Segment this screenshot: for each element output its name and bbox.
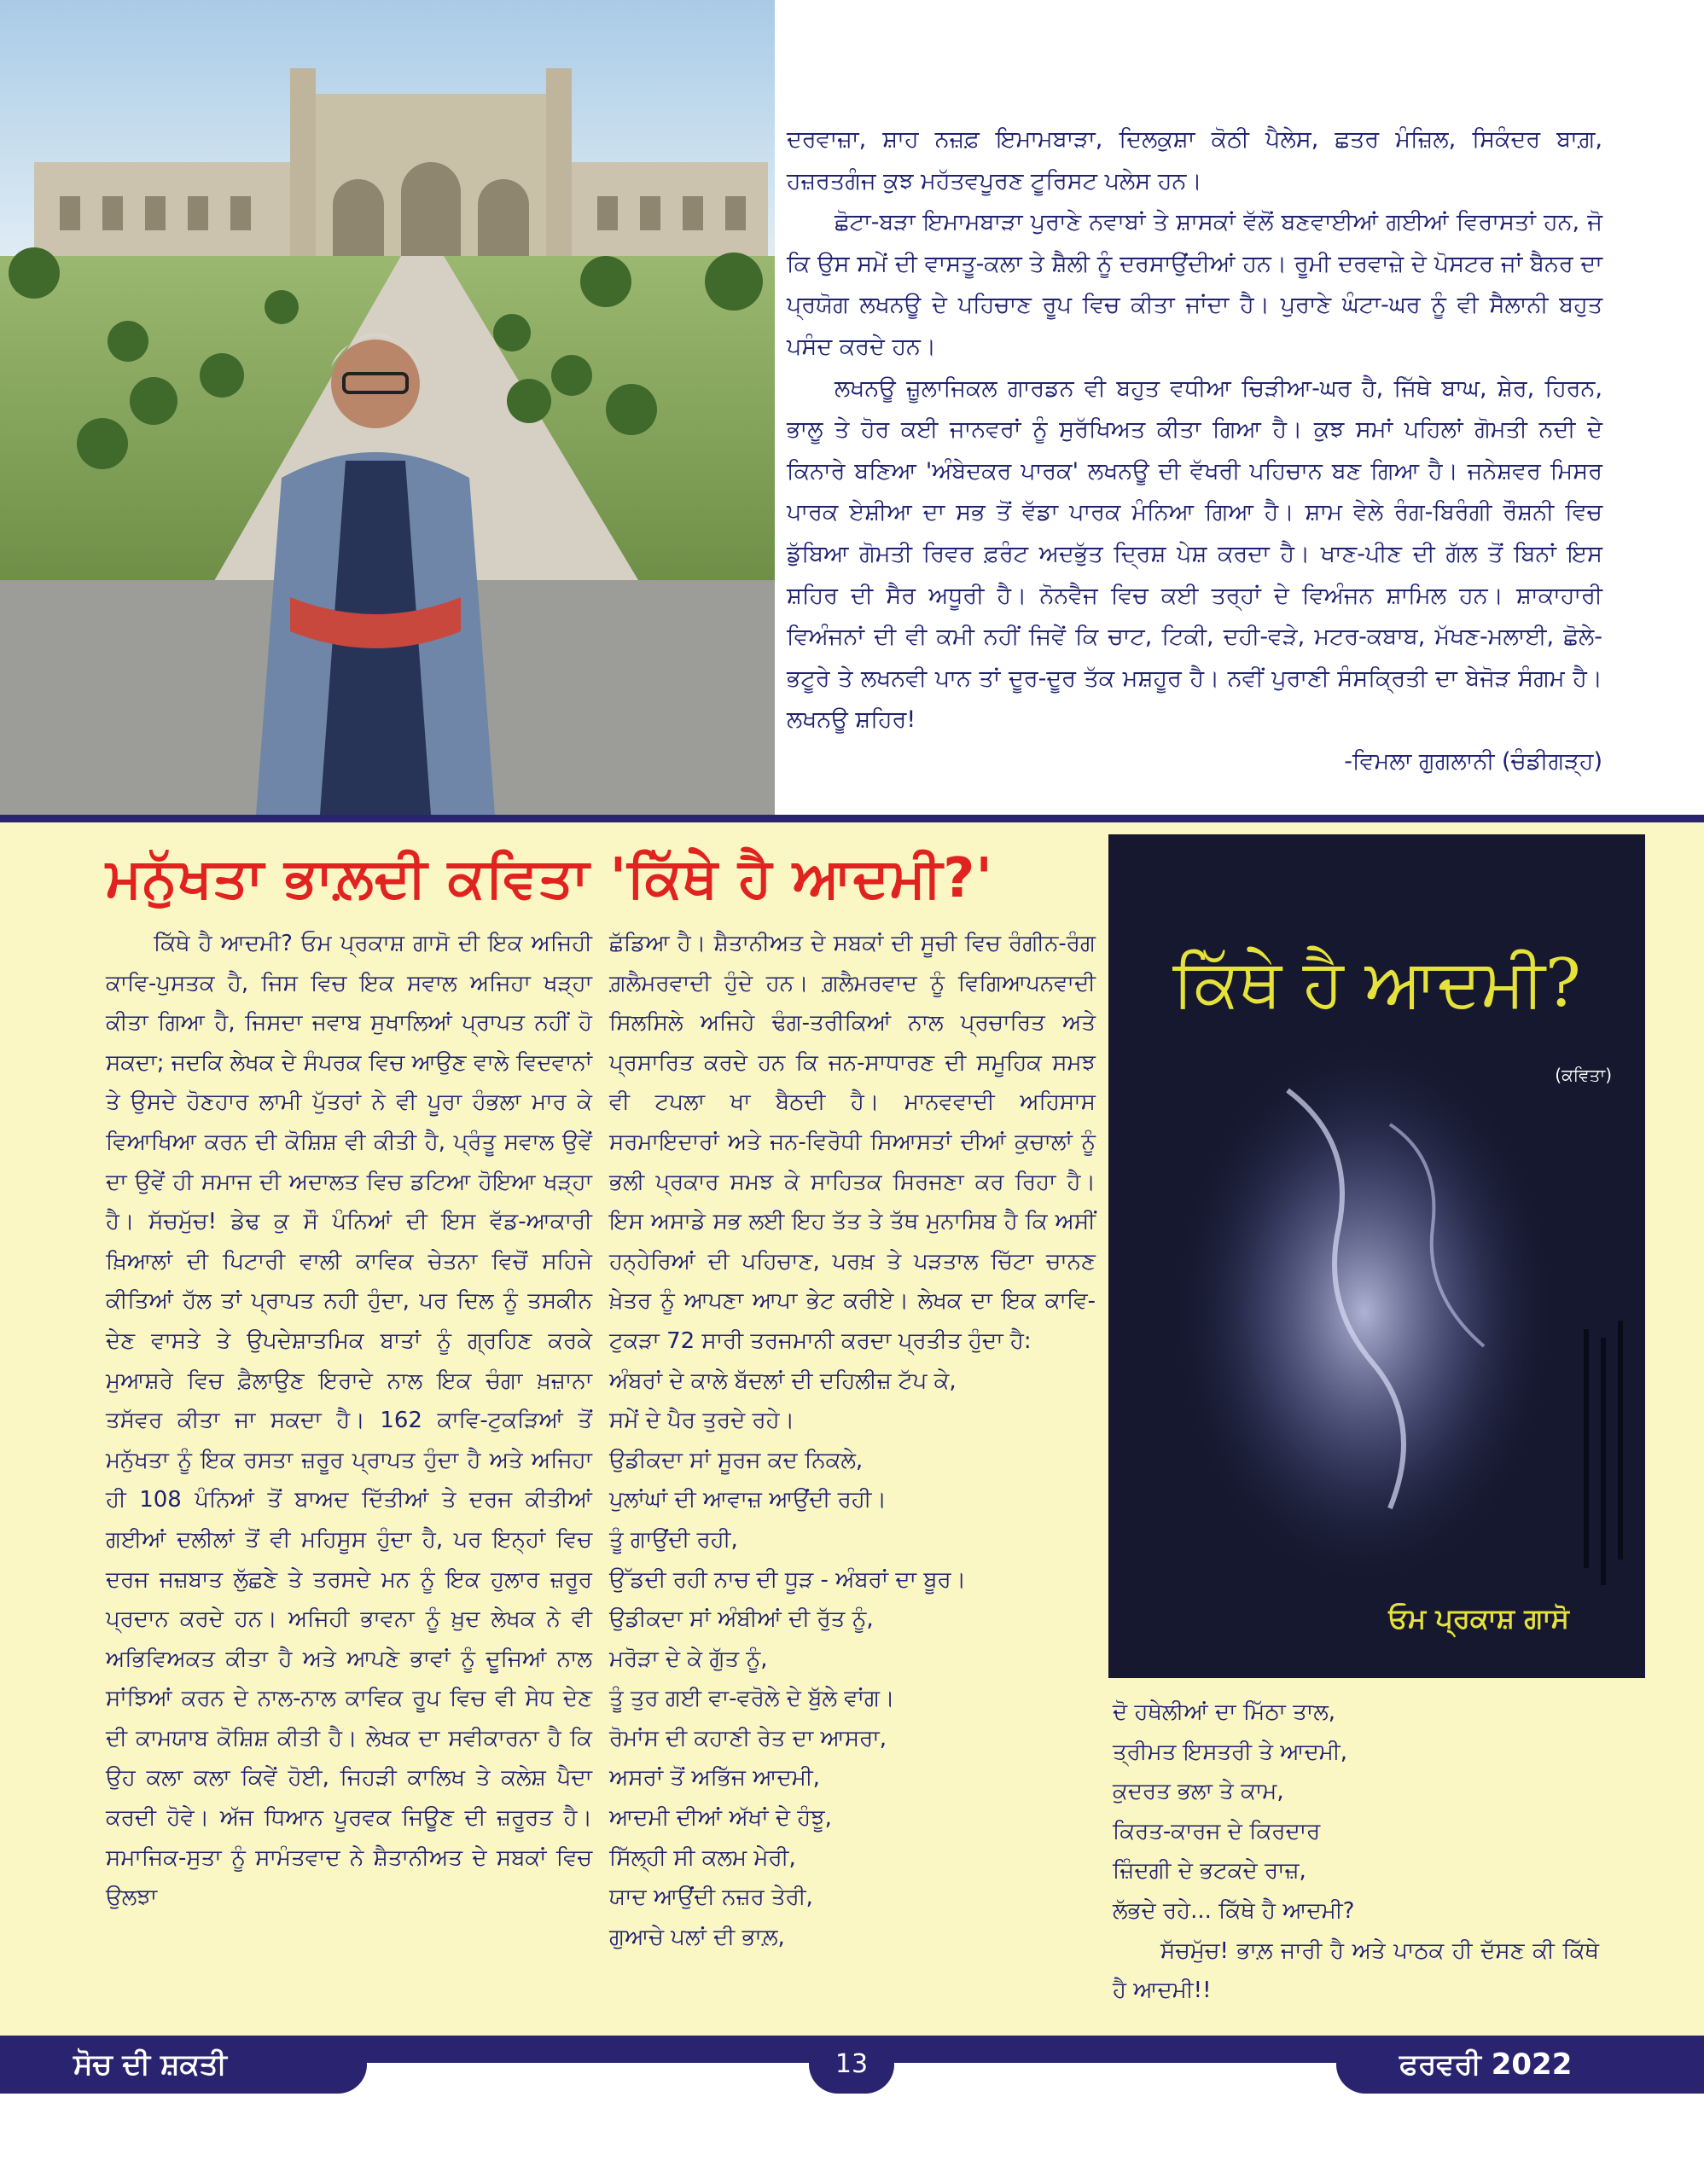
poem-line: ਤੂੰ ਗਾਉਂਦੀ ਰਹੀ, bbox=[609, 1526, 738, 1553]
article-headline: ਮਨੁੱਖਤਾ ਭਾਲ਼ਦੀ ਕਵਿਤਾ 'ਕਿੱਥੇ ਹੈ ਆਦਮੀ?' bbox=[106, 847, 993, 910]
poem-line: ਦੋ ਹਥੇਲੀਆਂ ਦਾ ਮਿੱਠਾ ਤਾਲ, bbox=[1113, 1699, 1336, 1725]
poem-line: ਰੋਮਾਂਸ ਦੀ ਕਹਾਣੀ ਰੇਤ ਦਾ ਆਸਰਾ, bbox=[609, 1725, 887, 1751]
footer-magazine-name: ਸੋਚ ਦੀ ਸ਼ਕਤੀ bbox=[0, 2036, 367, 2094]
poem-line: ਸਮੇਂ ਦੇ ਪੈਰ ਤੁਰਦੇ ਰਹੇ। bbox=[609, 1408, 795, 1434]
poem-line: ਉਡੀਕਦਾ ਸਾਂ ਅੰਬੀਆਂ ਦੀ ਰੁੱਤ ਨੂੰ, bbox=[609, 1606, 874, 1633]
article-column-3 bbox=[1113, 1693, 1599, 2011]
cover-title: ਕਿੱਥੇ ਹੈ ਆਦਮੀ? bbox=[1172, 945, 1581, 1022]
poem-line: ਤੂੰ ਤੁਰ ਗਈ ਵਾ-ਵਰੋਲੇ ਦੇ ਬੁੱਲੇ ਵਾਂਗ। bbox=[609, 1686, 895, 1712]
footer-issue-date: ਫਰਵਰੀ 2022 bbox=[1336, 2036, 1704, 2094]
poem-line: ਜ਼ਿੰਦਗੀ ਦੇ ਭਟਕਦੇ ਰਾਜ਼, bbox=[1113, 1858, 1306, 1885]
section-divider bbox=[0, 815, 1704, 822]
poem-line: ਅੰਬਰਾਂ ਦੇ ਕਾਲੇ ਬੱਦਲਾਂ ਦੀ ਦਹਿਲੀਜ਼ ਟੱਪ ਕੇ, bbox=[609, 1368, 957, 1394]
poem-line: ਲੱਭਦੇ ਰਹੇ... ਕਿੱਥੇ ਹੈ ਆਦਮੀ? bbox=[1113, 1897, 1355, 1924]
poem-line: ਮਰੋੜਾ ਦੇ ਕੇ ਗੁੱਤ ਨੂੰ, bbox=[609, 1646, 768, 1672]
poem-line: ਉਡੀਕਦਾ ਸਾਂ ਸੂਰਜ ਕਦ ਨਿਕਲੇ, bbox=[609, 1447, 864, 1473]
poem-line: ਗੁਆਚੇ ਪਲਾਂ ਦੀ ਭਾਲ਼, bbox=[609, 1924, 785, 1950]
poem-line: ਕੁਦਰਤ ਭਲਾ ਤੇ ਕਾਮ, bbox=[1113, 1779, 1284, 1805]
poem-line: ਯਾਦ ਆਉਂਦੀ ਨਜ਼ਰ ਤੇਰੀ, bbox=[609, 1885, 813, 1911]
poem-line: ਅਸਰਾਂ ਤੋਂ ਅਭਿੱਜ ਆਦਮੀ, bbox=[609, 1765, 820, 1792]
article-column-1 bbox=[106, 924, 592, 1918]
top-article bbox=[787, 119, 1602, 783]
poem-line: ਕਿਰਤ-ਕਾਰਜ ਦੇ ਕਿਰਦਾਰ bbox=[1113, 1818, 1321, 1844]
poem-line: ਉੱਡਦੀ ਰਹੀ ਨਾਚ ਦੀ ਧੂੜ - ਅੰਬਰਾਂ ਦਾ ਬੂਰ। bbox=[609, 1566, 967, 1593]
poem-line: ਤ੍ਰੀਮਤ ਇਸਤਰੀ ਤੇ ਆਦਮੀ, bbox=[1113, 1739, 1347, 1765]
poem-line: ਆਦਮੀ ਦੀਆਂ ਅੱਖਾਂ ਦੇ ਹੰਝੂ, bbox=[609, 1805, 832, 1832]
poem-line: ਸਿੱਲ੍ਹੀ ਸੀ ਕਲਮ ਮੇਰੀ, bbox=[609, 1844, 796, 1871]
top-article-paragraph: ਦਰਵਾਜ਼ਾ, ਸ਼ਾਹ ਨਜ਼ਫ਼ ਇਮਾਮਬਾੜਾ, ਦਿਲਕੁਸ਼ਾ ਕੋਠੀ ਪੈਲੇਸ, ਛਤਰ ਮੰਜ਼ਿਲ, ਸਿਕੰਦਰ ਬਾਗ਼, ਹਜ਼ਰਤਗੰਜ ਕੁਝ ਮਹੱਤਵਪੂਰਣ ਟੂਰਿਸਟ ਪਲੇਸ ਹਨ। bbox=[787, 126, 1602, 195]
top-article-paragraph: ਛੋਟਾ-ਬੜਾ ਇਮਾਮਬਾੜਾ ਪੁਰਾਣੇ ਨਵਾਬਾਂ ਤੇ ਸ਼ਾਸਕਾਂ ਵੱਲੋਂ ਬਣਵਾਈਆਂ ਗਈਆਂ ਵਿਰਾਸਤਾਂ ਹਨ, ਜੋ ਕਿ ਉਸ ਸਮੇਂ ਦੀ ਵਾਸਤੂ-ਕਲਾ ਤੇ ਸ਼ੈਲੀ ਨੂੰ ਦਰਸਾਉਂਦੀਆਂ ਹਨ। ਰੂਮੀ ਦਰਵਾਜ਼ੇ ਦੇ ਪੋਸਟਰ ਜਾਂ ਬੈਨਰ ਦਾ ਪ੍ਰਯੋਗ ਲਖਨਊ ਦੇ ਪਹਿਚਾਣ ਰੂਪ ਵਿਚ ਕੀਤਾ ਜਾਂਦਾ ਹੈ। ਪੁਰਾਣੇ ਘੰਟਾ-ਘਰ ਨੂੰ ਵੀ ਸੈਲਾਨੀ ਬਹੁਤ ਪਸੰਦ ਕਰਦੇ ਹਨ। bbox=[787, 209, 1602, 360]
article-paragraph: ਕਿੱਥੇ ਹੈ ਆਦਮੀ? ਓਮ ਪ੍ਰਕਾਸ਼ ਗਾਸੋ ਦੀ ਇਕ ਅਜਿਹੀ ਕਾਵਿ-ਪੁਸਤਕ ਹੈ, ਜਿਸ ਵਿਚ ਇਕ ਸਵਾਲ ਅਜਿਹਾ ਖੜ੍ਹਾ ਕੀਤਾ ਗਿਆ ਹੈ, ਜਿਸਦਾ ਜਵਾਬ ਸੁਖਾਲਿਆਂ ਪ੍ਰਾਪਤ ਨਹੀਂ ਹੋ ਸਕਦਾ; ਜਦਕਿ ਲੇਖਕ ਦੇ ਸੰਪਰਕ ਵਿਚ ਆਉਣ ਵਾਲੇ ਵਿਦਵਾਨਾਂ ਤੇ ਉਸਦੇ ਹੋਣਹਾਰ ਲਾਮੀ ਪੁੱਤਰਾਂ ਨੇ ਵੀ ਪੂਰਾ ਹੰਭਲਾ ਮਾਰ ਕੇ ਵਿਆਖਿਆ ਕਰਨ ਦੀ ਕੋਸ਼ਿਸ਼ ਵੀ ਕੀਤੀ ਹੈ, ਪ੍ਰੰਤੂ ਸਵਾਲ ਉਵੇਂ ਦਾ ਉਵੇਂ ਹੀ ਸਮਾਜ ਦੀ ਅਦਾਲਤ ਵਿਚ ਡਟਿਆ ਹੋਇਆ ਖੜ੍ਹਾ ਹੈ। ਸੱਚਮੁੱਚ! ਡੇਢ ਕੁ ਸੌ ਪੰਨਿਆਂ ਦੀ ਇਸ ਵੱਡ-ਆਕਾਰੀ ਖ਼ਿਆਲਾਂ ਦੀ ਪਿਟਾਰੀ ਵਾਲੀ ਕਾਵਿਕ ਚੇਤਨਾ ਵਿਚੋਂ ਸਹਿਜੇ ਕੀਤਿਆਂ ਹੱਲ ਤਾਂ ਪ੍ਰਾਪਤ ਨਹੀ ਹੁੰਦਾ, ਪਰ ਦਿਲ ਨੂੰ ਤਸਕੀਨ ਦੇਣ ਵਾਸਤੇ ਤੇ ਉਪਦੇਸ਼ਾਤਮਿਕ ਬਾਤਾਂ ਨੂੰ ਗ੍ਰਹਿਣ ਕਰਕੇ ਮੁਆਸ਼ਰੇ ਵਿਚ ਫ਼ੈਲਾਉਣ ਇਰਾਦੇ ਨਾਲ ਇਕ ਚੰਗਾ ਖ਼ਜ਼ਾਨਾ ਤਸੱਵਰ ਕੀਤਾ ਜਾ ਸਕਦਾ ਹੈ। 162 ਕਾਵਿ-ਟੁਕੜਿਆਂ ਤੋਂ ਮਨੁੱਖਤਾ ਨੂੰ ਇਕ ਰਸਤਾ ਜ਼ਰੂਰ ਪ੍ਰਾਪਤ ਹੁੰਦਾ ਹੈ ਅਤੇ ਅਜਿਹਾ ਹੀ 108 ਪੰਨਿਆਂ ਤੋਂ ਬਾਅਦ ਦਿੱਤੀਆਂ ਤੇ ਦਰਜ ਕੀਤੀਆਂ ਗਈਆਂ ਦਲੀਲਾਂ ਤੋਂ ਵੀ ਮਹਿਸੂਸ ਹੁੰਦਾ ਹੈ, ਪਰ ਇਨ੍ਹਾਂ ਵਿਚ ਦਰਜ ਜਜ਼ਬਾਤ ਲੁੱਛਣੇ ਤੇ ਤਰਸਦੇ ਮਨ ਨੂੰ ਇਕ ਹੁਲਾਰ ਜ਼ਰੂਰ ਪ੍ਰਦਾਨ ਕਰਦੇ ਹਨ। ਅਜਿਹੀ ਭਾਵਨਾ ਨੂੰ ਖ਼ੁਦ ਲੇਖਕ ਨੇ ਵੀ ਅਭਿਵਿਅਕਤ ਕੀਤਾ ਹੈ ਅਤੇ ਆਪਣੇ ਭਾਵਾਂ ਨੂੰ ਦੂਜਿਆਂ ਨਾਲ ਸਾਂਝਿਆਂ ਕਰਨ ਦੇ ਨਾਲ-ਨਾਲ ਕਾਵਿਕ ਰੂਪ ਵਿਚ ਵੀ ਸੇਧ ਦੇਣ ਦੀ ਕਾਮਯਾਬ ਕੋਸ਼ਿਸ਼ ਕੀਤੀ ਹੈ। ਲੇਖਕ ਦਾ ਸਵੀਕਾਰਨਾ ਹੈ ਕਿ ਉਹ ਕਲਾ ਕਲਾ ਕਿਵੇਂ ਹੋਈ, ਜਿਹੜੀ ਕਾਲਿਖ ਤੇ ਕਲੇਸ਼ ਪੈਦਾ ਕਰਦੀ ਹੋਵੇ। ਅੱਜ ਧਿਆਨ ਪੂਰਵਕ ਜਿਊਣ ਦੀ ਜ਼ਰੂਰਤ ਹੈ। ਸਮਾਜਿਕ-ਸੁਤਾ ਨੂੰ ਸਾਮੰਤਵਾਦ ਨੇ ਸ਼ੈਤਾਨੀਅਤ ਦੇ ਸਬਕਾਂ ਵਿਚ ਉਲਝਾ bbox=[106, 931, 592, 1911]
cover-subtitle: (ਕਵਿਤਾ) bbox=[1555, 1065, 1612, 1085]
closing-paragraph: ਸੱਚਮੁੱਚ! ਭਾਲ਼ ਜਾਰੀ ਹੈ ਅਤੇ ਪਾਠਕ ਹੀ ਦੱਸਣ ਕੀ ਕਿੱਥੇ ਹੈ ਆਦਮੀ!! bbox=[1113, 1937, 1599, 2004]
cover-author: ਓਮ ਪ੍ਰਕਾਸ਼ ਗਾਸੋ bbox=[1388, 1602, 1569, 1635]
book-cover bbox=[1108, 834, 1645, 1678]
article-column-2 bbox=[609, 924, 1096, 1957]
poem-line: ਪੁਲਾਂਘਾਂ ਦੀ ਆਵਾਜ਼ ਆਉਂਦੀ ਰਹੀ। bbox=[609, 1487, 887, 1513]
lucknow-photo bbox=[0, 0, 775, 815]
top-article-signature: -ਵਿਮਲਾ ਗੁਗਲਾਨੀ (ਚੰਡੀਗੜ੍ਹ) bbox=[1344, 747, 1602, 775]
article-paragraph: ਛੱਡਿਆ ਹੈ। ਸ਼ੈਤਾਨੀਅਤ ਦੇ ਸਬਕਾਂ ਦੀ ਸੂਚੀ ਵਿਚ ਰੰਗੀਨ-ਰੰਗ ਗ਼ਲੈਮਰਵਾਦੀ ਹੁੰਦੇ ਹਨ। ਗ਼ਲੈਮਰਵਾਦ ਨੂੰ ਵਿਗਿਆਪਨਵਾਦੀ ਸਿਲਸਿਲੇ ਅਜਿਹੇ ਢੰਗ-ਤਰੀਕਿਆਂ ਨਾਲ ਪ੍ਰਚਾਰਿਤ ਅਤੇ ਪ੍ਰਸਾਰਿਤ ਕਰਦੇ ਹਨ ਕਿ ਜਨ-ਸਾਧਾਰਣ ਦੀ ਸਮੂਹਿਕ ਸਮਝ ਵੀ ਟਪਲਾ ਖਾ ਬੈਠਦੀ ਹੈ। ਮਾਨਵਵਾਦੀ ਅਹਿਸਾਸ ਸਰਮਾਇਦਾਰਾਂ ਅਤੇ ਜਨ-ਵਿਰੋਧੀ ਸਿਆਸਤਾਂ ਦੀਆਂ ਕੁਚਾਲਾਂ ਨੂੰ ਭਲੀ ਪ੍ਰਕਾਰ ਸਮਝ ਕੇ ਸਾਹਿਤਕ ਸਿਰਜਣਾ ਕਰ ਰਿਹਾ ਹੈ। ਇਸ ਅਸਾਡੇ ਸਭ ਲਈ ਇਹ ਤੱਤ ਤੇ ਤੱਥ ਮੁਨਾਸਿਬ ਹੈ ਕਿ ਅਸੀਂ ਹਨ੍ਹੇਰਿਆਂ ਦੀ ਪਹਿਚਾਣ, ਪਰਖ਼ ਤੇ ਪੜਤਾਲ ਚਿੱਟਾ ਚਾਨਣ ਖ਼ੇਤਰ ਨੂੰ ਆਪਣਾ ਆਪਾ ਭੇਟ ਕਰੀਏ। ਲੇਖਕ ਦਾ ਇਕ ਕਾਵਿ-ਟੁਕੜਾ 72 ਸਾਰੀ ਤਰਜਮਾਨੀ ਕਰਦਾ ਪ੍ਰਤੀਤ ਹੁੰਦਾ ਹੈ: bbox=[609, 931, 1096, 1354]
top-article-paragraph: ਲਖਨਊ ਜ਼ੂਲਾਜਿਕਲ ਗਾਰਡਨ ਵੀ ਬਹੁਤ ਵਧੀਆ ਚਿੜੀਆ-ਘਰ ਹੈ, ਜਿੱਥੇ ਬਾਘ, ਸ਼ੇਰ, ਹਿਰਨ, ਭਾਲੂ ਤੇ ਹੋਰ ਕਈ ਜਾਨਵਰਾਂ ਨੂੰ ਸੁਰੱਖਿਅਤ ਕੀਤਾ ਗਿਆ ਹੈ। ਕੁਝ ਸਮਾਂ ਪਹਿਲਾਂ ਗੋਮਤੀ ਨਦੀ ਦੇ ਕਿਨਾਰੇ ਬਣਿਆ 'ਅੰਬੇਦਕਰ ਪਾਰਕ' ਲਖਨਊ ਦੀ ਵੱਖਰੀ ਪਹਿਚਾਨ ਬਣ ਗਿਆ ਹੈ। ਜਨੇਸ਼ਵਰ ਮਿਸਰ ਪਾਰਕ ਏਸ਼ੀਆ ਦਾ ਸਭ ਤੋਂ ਵੱਡਾ ਪਾਰਕ ਮੰਨਿਆ ਗਿਆ ਹੈ। ਸ਼ਾਮ ਵੇਲੇ ਰੰਗ-ਬਿਰੰਗੀ ਰੌਸ਼ਨੀ ਵਿਚ ਡੁੱਬਿਆ ਗੋਮਤੀ ਰਿਵਰ ਫ਼ਰੰਟ ਅਦਭੁੱਤ ਦ੍ਰਿਸ਼ ਪੇਸ਼ ਕਰਦਾ ਹੈ। ਖਾਣ-ਪੀਣ ਦੀ ਗੱਲ ਤੋਂ ਬਿਨਾਂ ਇਸ ਸ਼ਹਿਰ ਦੀ ਸੈਰ ਅਧੂਰੀ ਹੈ। ਨੋਨਵੈਜ ਵਿਚ ਕਈ ਤਰ੍ਹਾਂ ਦੇ ਵਿਅੰਜਨ ਸ਼ਾਮਿਲ ਹਨ। ਸ਼ਾਕਾਹਾਰੀ ਵਿਅੰਜਨਾਂ ਦੀ ਵੀ ਕਮੀ ਨਹੀਂ ਜਿਵੇਂ ਕਿ ਚਾਟ, ਟਿਕੀ, ਦਹੀ-ਵੜੇ, ਮਟਰ-ਕਬਾਬ, ਮੱਖਣ-ਮਲਾਈ, ਛੋਲੇ-ਭਟੂਰੇ ਤੇ ਲਖਨਵੀ ਪਾਨ ਤਾਂ ਦੂਰ-ਦੂਰ ਤੱਕ ਮਸ਼ਹੂਰ ਹੈ। ਨਵੀਂ ਪੁਰਾਣੀ ਸੰਸਕ੍ਰਿਤੀ ਦਾ ਬੇਜੋੜ ਸੰਗਮ ਹੈ। ਲਖਨਊ ਸ਼ਹਿਰ! bbox=[787, 375, 1602, 734]
footer-page-number: 13 bbox=[809, 2036, 894, 2094]
